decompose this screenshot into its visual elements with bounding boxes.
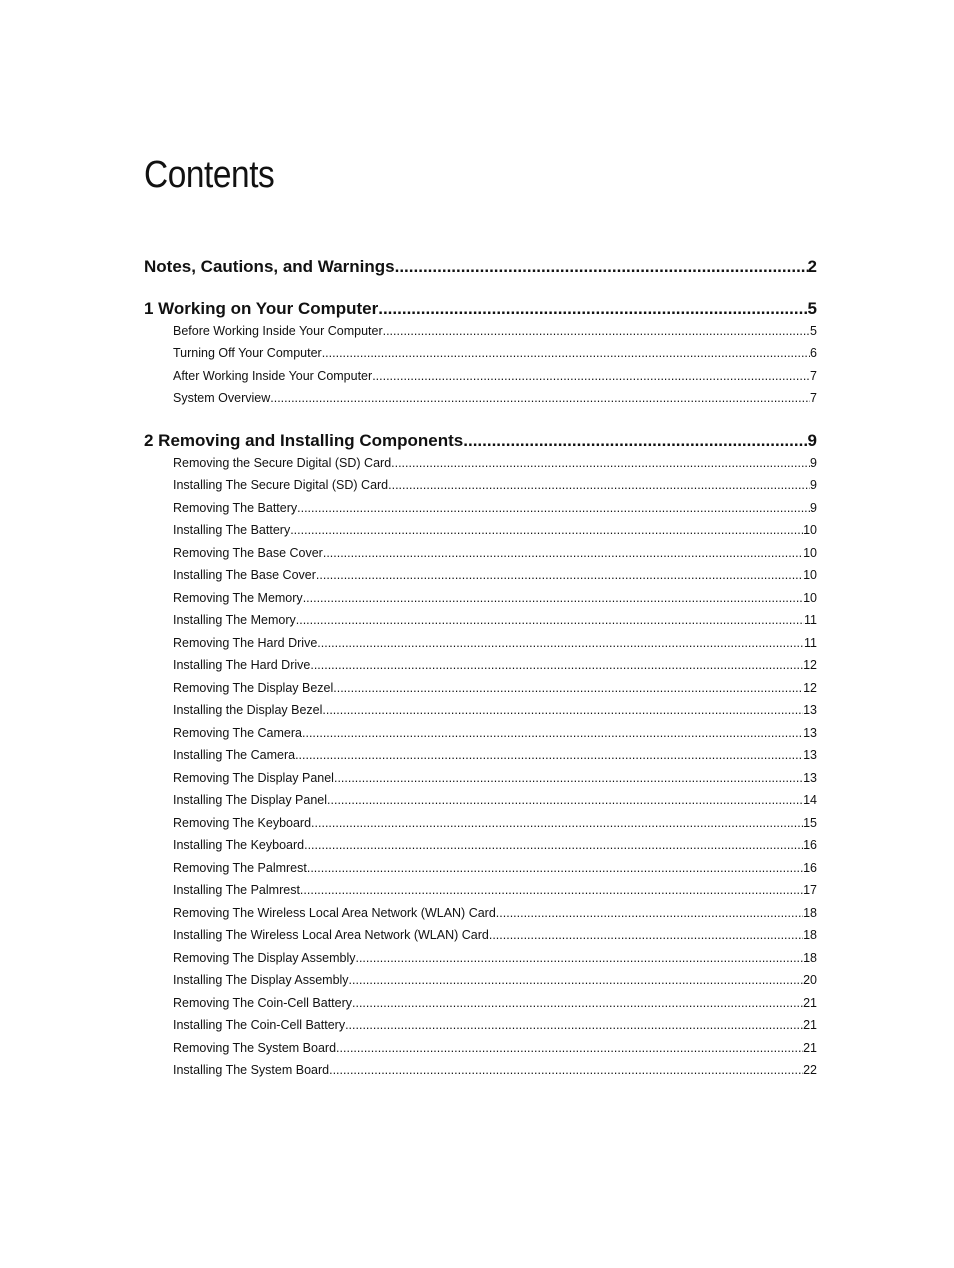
toc-page-number: 18 [803, 950, 817, 965]
toc-entry-label: After Working Inside Your Computer [173, 368, 373, 383]
toc-dot-leader [323, 546, 803, 560]
toc-entry-label: Removing The Display Assembly [173, 950, 356, 965]
toc-dot-leader [295, 748, 803, 762]
toc-dot-leader [391, 456, 810, 470]
toc-dot-leader [489, 928, 803, 942]
toc-dot-leader [383, 324, 810, 338]
toc-dot-leader [349, 973, 804, 987]
toc-dot-leader [317, 636, 804, 650]
toc-page-number: 12 [803, 680, 817, 695]
toc-section-entry[interactable] [173, 973, 817, 991]
toc-section-entry[interactable] [173, 793, 817, 811]
toc-dot-leader [345, 1018, 803, 1032]
toc-dot-leader [336, 1041, 803, 1055]
toc-section-entry[interactable] [173, 591, 817, 609]
toc-entry-label: System Overview [173, 391, 271, 405]
toc-entry-label: Removing The System Board [173, 1040, 337, 1055]
toc-section-entry[interactable] [173, 369, 817, 387]
toc-section-entry[interactable] [173, 861, 817, 879]
toc-page-number: 18 [803, 928, 817, 942]
toc-section-entry[interactable] [173, 456, 817, 474]
toc-page-number: 20 [803, 973, 817, 987]
toc-dot-leader [327, 793, 803, 807]
toc-section-entry[interactable] [173, 546, 817, 564]
toc-section-entry[interactable] [173, 951, 817, 969]
toc-entry-label: Installing The Coin-Cell Battery [173, 1018, 346, 1032]
toc-page-number: 22 [803, 1063, 817, 1077]
toc-page-number: 13 [803, 725, 817, 740]
toc-chapter-entry[interactable] [144, 431, 817, 453]
toc-entry-label: Installing The Palmrest [173, 883, 300, 897]
toc-page-number: 10 [803, 590, 817, 605]
toc-page-number: 21 [803, 1018, 817, 1032]
toc-section-entry[interactable] [173, 883, 817, 901]
toc-entry-label: Installing The Battery [173, 523, 291, 537]
toc-dot-leader [307, 861, 803, 875]
toc-dot-leader [388, 478, 810, 492]
toc-section-entry[interactable] [173, 346, 817, 364]
toc-section-entry[interactable] [173, 816, 817, 834]
toc-section-entry[interactable] [173, 391, 817, 409]
toc-entry-label: Turning Off Your Computer [173, 346, 322, 360]
toc-chapter-entry[interactable] [144, 257, 817, 279]
toc-dot-leader [316, 568, 803, 582]
toc-dot-leader [270, 391, 810, 405]
toc-entry-label: Installing The Keyboard [173, 838, 305, 852]
toc-entry-label: Removing The Display Panel [173, 770, 334, 785]
toc-page-number: 10 [803, 568, 817, 582]
toc-page-number: 9 [810, 478, 817, 492]
toc-dot-leader [304, 838, 803, 852]
toc-section-entry[interactable] [173, 501, 817, 519]
toc-page-number: 5 [810, 323, 817, 338]
toc-page-number: 9 [810, 500, 817, 515]
toc-entry-label: Installing The Wireless Local Area Network (WLAN) Card [173, 928, 489, 942]
toc-dot-leader [378, 299, 807, 319]
toc-page-number: 18 [803, 905, 817, 920]
toc-dot-leader [352, 996, 803, 1010]
toc-section-entry[interactable] [173, 324, 817, 342]
toc-dot-leader [329, 1063, 803, 1077]
toc-chapter-entry[interactable] [144, 299, 817, 321]
toc-dot-leader [334, 771, 803, 785]
toc-entry-label: 1 Working on Your Computer [144, 299, 379, 318]
toc-section-entry[interactable] [173, 906, 817, 924]
toc-dot-leader [322, 703, 803, 717]
toc-entry-label: Removing The Keyboard [173, 815, 312, 830]
toc-page-number: 10 [803, 523, 817, 537]
toc-entry-label: Removing The Coin-Cell Battery [173, 995, 353, 1010]
toc-page-number: 16 [803, 860, 817, 875]
toc-entry-label: Removing The Wireless Local Area Network (WLAN) Card [173, 905, 496, 920]
toc-page-number: 7 [810, 391, 817, 405]
toc-entry-label: Installing The Secure Digital (SD) Card [173, 478, 389, 492]
toc-section-entry[interactable] [173, 771, 817, 789]
toc-dot-leader [296, 613, 804, 627]
toc-page-number: 5 [807, 299, 817, 318]
toc-section-entry[interactable] [173, 726, 817, 744]
toc-page-number: 9 [810, 455, 817, 470]
toc-page-number: 12 [803, 658, 817, 672]
toc-page-number: 7 [810, 368, 817, 383]
toc-section-entry[interactable] [173, 613, 817, 631]
toc-entry-label: Before Working Inside Your Computer [173, 323, 383, 338]
toc-section-entry[interactable] [173, 478, 817, 496]
toc-section-entry[interactable] [173, 1018, 817, 1036]
toc-dot-leader [302, 726, 803, 740]
toc-dot-leader [395, 257, 808, 277]
toc-entry-label: Installing The Base Cover [173, 568, 316, 582]
toc-entry-label: Installing The Display Assembly [173, 973, 349, 987]
toc-entry-label: Installing The System Board [173, 1063, 330, 1077]
toc-page-number: 11 [804, 613, 817, 627]
toc-section-entry[interactable] [173, 996, 817, 1014]
toc-page-number: 13 [803, 703, 817, 717]
toc-page-number: 14 [803, 793, 817, 807]
page-title: Contents [144, 154, 275, 196]
toc-dot-leader [303, 591, 803, 605]
toc-dot-leader [463, 431, 807, 451]
toc-page-number: 21 [803, 995, 817, 1010]
toc-dot-leader [372, 369, 810, 383]
toc-dot-leader [322, 346, 810, 360]
toc-entry-label: Removing The Memory [173, 590, 303, 605]
toc-entry-label: Installing The Memory [173, 613, 296, 627]
toc-entry-label: Removing The Hard Drive [173, 635, 318, 650]
toc-section-entry[interactable] [173, 748, 817, 766]
toc-page-number: 17 [803, 883, 817, 897]
toc-dot-leader [310, 658, 803, 672]
toc-section-entry[interactable] [173, 1041, 817, 1059]
toc-entry-label: Installing the Display Bezel [173, 703, 323, 717]
toc-page-number: 13 [803, 770, 817, 785]
toc-entry-label: Installing The Camera [173, 748, 296, 762]
toc-page-number: 16 [803, 838, 817, 852]
toc-dot-leader [297, 501, 810, 515]
toc-section-entry[interactable] [173, 523, 817, 541]
toc-section-entry[interactable] [173, 838, 817, 856]
toc-page-number: 6 [810, 346, 817, 360]
toc-page-number: 11 [804, 635, 817, 650]
toc-page-number: 15 [803, 815, 817, 830]
toc-section-entry[interactable] [173, 681, 817, 699]
toc-entry-label: Removing The Camera [173, 725, 302, 740]
toc-entry-label: Removing the Secure Digital (SD) Card [173, 455, 392, 470]
toc-entry-label: Removing The Battery [173, 500, 298, 515]
toc-entry-label: Installing The Hard Drive [173, 658, 311, 672]
toc-page-number: 21 [803, 1040, 817, 1055]
toc-dot-leader [300, 883, 803, 897]
toc-entry-label: Removing The Base Cover [173, 545, 323, 560]
toc-entry-label: Notes, Cautions, and Warnings [144, 257, 395, 276]
toc-dot-leader [290, 523, 803, 537]
toc-section-entry[interactable] [173, 636, 817, 654]
toc-section-entry[interactable] [173, 658, 817, 676]
toc-section-entry[interactable] [173, 928, 817, 946]
toc-section-entry[interactable] [173, 703, 817, 721]
toc-entry-label: 2 Removing and Installing Components [144, 431, 464, 450]
toc-dot-leader [311, 816, 803, 830]
toc-page-number: 10 [803, 545, 817, 560]
toc-page-number: 2 [807, 257, 817, 276]
toc-dot-leader [333, 681, 803, 695]
toc-section-entry[interactable] [173, 1063, 817, 1081]
toc-dot-leader [496, 906, 803, 920]
toc-dot-leader [355, 951, 803, 965]
toc-section-entry[interactable] [173, 568, 817, 586]
toc-entry-label: Installing The Display Panel [173, 793, 328, 807]
toc-page-number: 13 [803, 748, 817, 762]
toc-entry-label: Removing The Display Bezel [173, 680, 334, 695]
toc-page-number: 9 [807, 431, 817, 450]
toc-entry-label: Removing The Palmrest [173, 860, 307, 875]
